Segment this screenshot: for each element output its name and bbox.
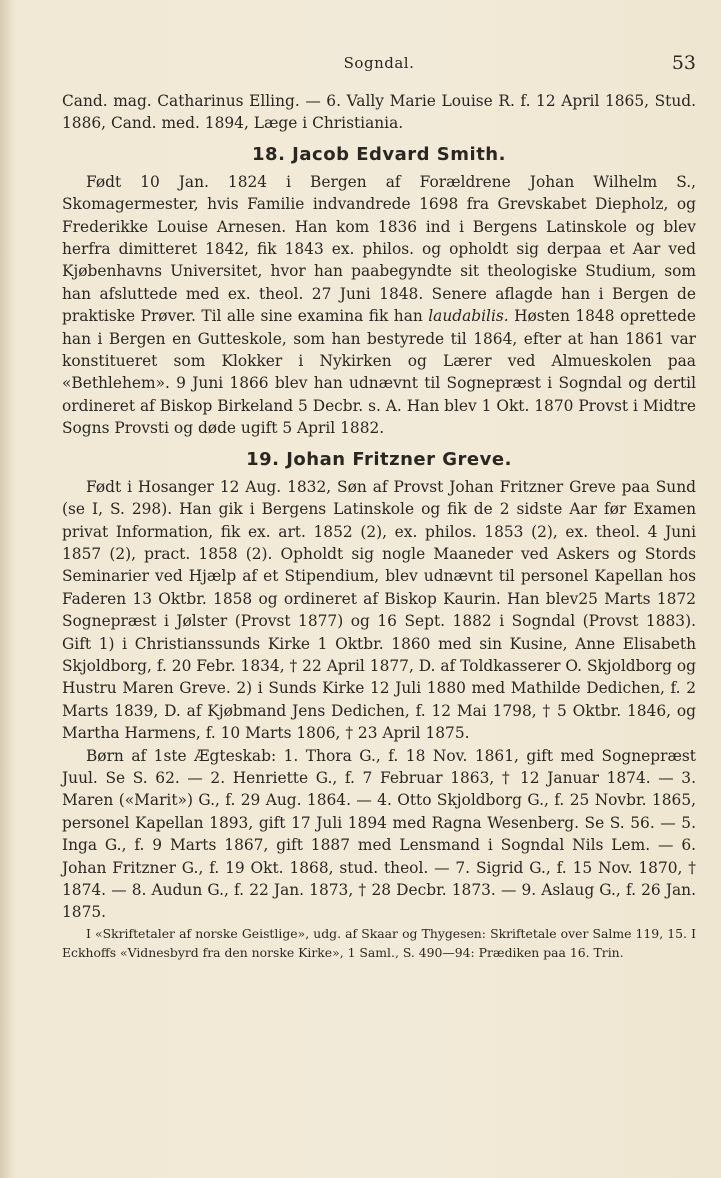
section-19-paragraph-2: Børn af 1ste Ægteskab: 1. Thora G., f. 18 Nov. 1861, gift med Sognepræst Juul. Se S. 62. — 2. Henriette G., f. 7 Februar 1863, † 12 Januar 1874. — 3. Maren («Marit») G., f. 29 Aug. 1864. — 4. Otto Skjoldborg G., f. 25 Novbr. 1865, personel Kapellan 1893, gift 17 Juli 1894 med Ragna Wesenberg. Se S. 56. — 5. Inga G., f. 9 Marts 1867, gift 1887 med Lensmand i Sogndal Nils Lem. — 6. Johan Fritzner G., f. 19 Okt. 1868, stud. theol. — 7. Sigrid G., f. 15 Nov. 1870, † 1874. — 8. Audun G., f. 22 Jan. 1873, † 28 Decbr. 1873. — 9. Aslaug G., f. 26 Jan. 1875. [62,746,696,922]
page-body [62,90,696,963]
footnote: I «Skriftetaler af norske Geistlige», udg. af Skaar og Thygesen: Skriftetale over Salme 119, 15. I Eckhoffs «Vidnesbyrd fra den norske Kirke», 1 Saml., S. 490—94: Prædiken paa 16. Trin. [62,925,696,961]
page-header [62,52,696,76]
running-title: Sogndal. [343,54,415,72]
section-18-text-a: Født 10 Jan. 1824 i Bergen af Forældrene Johan Wilhelm S., Skomagermester, hvis Familie indvandrede 1698 fra Grevskabet Diepholz, og Frederikke Louise Arnesen. Han kom 1836 ind i Bergens Latinskole og blev herfra dimitteret 1842, fik 1843 ex. philos. og opholdt sig derpaa et Aar ved Kjøbenhavns Universitet, hvor han paabegyndte sit theologiske Studium, som han afsluttede med ex. theol. 27 Juni 1848. Senere aflagde han i Bergen de praktiske Prøver. Til alle sine examina fik han [62,172,696,326]
section-18-italic: laudabilis. [428,307,509,326]
section-18-text-b: Høsten 1848 oprettede han i Bergen en Gutteskole, som han bestyrede til 1864, efter at han 1861 var konstitueret som Klokker i Nykirken og Lærer ved Almueskolen paa «Bethlehem». 9 Juni 1866 blev han udnævnt til Sognepræst i Sogndal og dertil ordineret af Biskop Birkeland 5 Decbr. s. A. Han blev 1 Okt. 1870 Provst i Midtre Sogns Provsti og døde ugift 5 April 1882. [62,307,696,438]
section-18-paragraph [62,171,696,440]
section-19-paragraph-1: Født i Hosanger 12 Aug. 1832, Søn af Provst Johan Fritzner Greve paa Sund (se I, S. 298). Han gik i Bergens Latinskole og fik de 2 sidste Aar før Examen privat Information, fik ex. art. 1852 (2), ex. philos. 1853 (2), ex. theol. 4 Juni 1857 (2), pract. 1858 (2). Opholdt sig nogle Maaneder ved Askers og Stords Seminarier ved Hjælp af et Stipendium, blev udnævnt til personel Kapellan hos Faderen 13 Oktbr. 1858 og ordineret af Biskop Kaurin. Han blev25 Marts 1872 Sognepræst i Jølster (Provst 1877) og 16 Sept. 1882 i Sogndal (Provst 1883). Gift 1) i Christianssunds Kirke 1 Oktbr. 1860 med sin Kusine, Anne Elisabeth Skjoldborg, f. 20 Febr. 1834, † 22 April 1877, D. af Toldkasserer O. Skjoldborg og Hustru Maren Greve. 2) i Sunds Kirke 12 Juli 1880 med Mathilde Dedichen, f. 2 Marts 1839, D. af Kjøbmand Jens Dedichen, f. 12 Mai 1798, † 5 Oktbr. 1846, og Martha Harmens, f. 10 Marts 1806, † 23 April 1875. [62,477,696,743]
page-spine-shadow [0,0,12,1178]
page-number: 53 [671,52,696,74]
section-18-heading: 18. Jacob Edvard Smith. [252,143,506,165]
intro-paragraph: Cand. mag. Catharinus Elling. — 6. Vally Marie Louise R. f. 12 April 1865, Stud. 1886, Cand. med. 1894, Læge i Christiania. [62,92,696,133]
section-19-heading: 19. Johan Fritzner Greve. [246,448,512,470]
